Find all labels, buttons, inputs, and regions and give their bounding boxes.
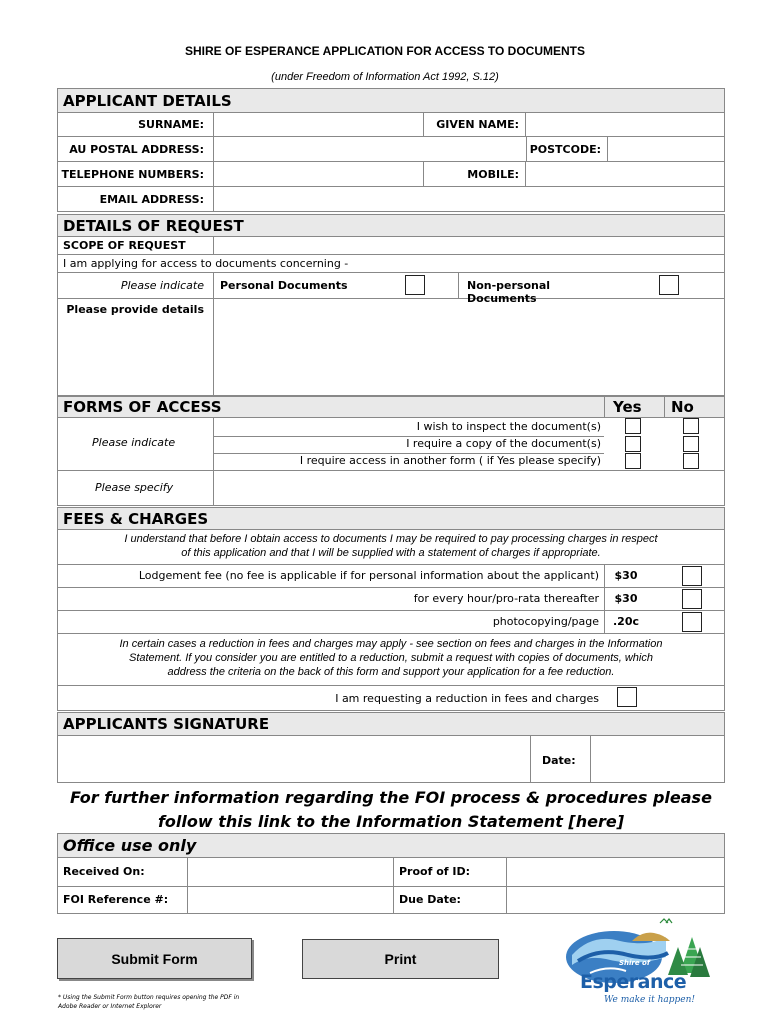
signature-field[interactable]	[58, 736, 530, 782]
date-label-cell	[530, 736, 590, 782]
reduction-request-checkbox[interactable]	[617, 687, 637, 707]
signature-row	[57, 736, 725, 783]
reduction-line1: In certain cases a reduction in fees and charges may apply - see section on fees and charges in the Information	[119, 638, 663, 650]
copy-option-row	[214, 436, 604, 454]
postal-address-label: AU POSTAL ADDRESS:	[69, 143, 204, 156]
postal-address-row	[57, 137, 725, 162]
other-form-option-row	[214, 453, 604, 470]
photocopy-fee-amount-cell	[604, 611, 647, 633]
postcode-field[interactable]	[607, 137, 724, 161]
office-use-table	[57, 857, 725, 914]
reduction-notice	[57, 634, 725, 686]
telephone-field[interactable]	[213, 162, 423, 186]
photocopy-fee-label: photocopying/page	[492, 615, 599, 628]
please-indicate-label: Please indicate	[120, 279, 204, 292]
personal-documents-checkbox[interactable]	[405, 275, 425, 295]
specify-label: Please specify	[95, 481, 174, 494]
document-title: SHIRE OF ESPERANCE APPLICATION FOR ACCESS TO DOCUMENTS	[184, 44, 586, 58]
document-type-row	[57, 273, 725, 305]
non-personal-documents-label: Non-personal Documents	[467, 279, 551, 305]
surname-row	[57, 113, 725, 137]
details-field[interactable]	[213, 299, 724, 395]
other-yes-checkbox[interactable]	[625, 453, 641, 469]
email-row	[57, 187, 725, 212]
scope-label: SCOPE OF REQUEST	[63, 239, 186, 252]
forms-of-access-heading	[57, 396, 725, 418]
reduction-request-row	[57, 686, 725, 711]
received-on-label: Received On:	[63, 865, 145, 878]
logo-esperance: Esperance	[580, 971, 687, 993]
proof-id-field[interactable]	[506, 858, 724, 886]
date-field[interactable]	[590, 736, 724, 782]
email-field[interactable]	[213, 187, 724, 211]
applying-text: I am applying for access to documents concerning -	[63, 257, 349, 270]
proof-id-label-cell	[393, 858, 506, 886]
details-of-request-heading: DETAILS OF REQUEST	[57, 214, 725, 237]
personal-documents-cell	[213, 273, 381, 298]
photocopy-fee-row	[57, 611, 725, 634]
personal-documents-label: Personal Documents	[220, 279, 348, 292]
info-line2: follow this link to the Information Statement [here]	[157, 812, 625, 831]
footnote-line2: Adobe Reader or Internet Explorer	[58, 1003, 162, 1010]
scope-field[interactable]	[213, 237, 724, 254]
mobile-label-cell	[423, 162, 525, 186]
telephone-row	[57, 162, 725, 187]
postal-address-field[interactable]	[213, 137, 526, 161]
fees-heading: FEES & CHARGES	[57, 507, 725, 530]
hourly-fee-row	[57, 588, 725, 611]
no-label: No	[671, 398, 694, 416]
fees-intro-line1: I understand that before I obtain access to documents I may be required to pay processing charges in respect	[124, 533, 658, 545]
details-row	[57, 299, 725, 396]
office-row-1	[58, 858, 724, 887]
proof-id-label: Proof of ID:	[399, 865, 471, 878]
non-personal-documents-checkbox[interactable]	[659, 275, 679, 295]
hourly-fee-label: for every hour/pro-rata thereafter	[413, 592, 599, 605]
postcode-label-cell	[526, 137, 607, 161]
postcode-label: POSTCODE:	[529, 143, 601, 156]
inspect-option-label: I wish to inspect the document(s)	[416, 420, 601, 433]
hourly-fee-amount: $30	[614, 592, 638, 605]
reduction-request-label: I am requesting a reduction in fees and charges	[335, 692, 599, 705]
inspect-option-row	[214, 418, 604, 437]
scope-row	[57, 237, 725, 255]
inspect-no-checkbox[interactable]	[683, 418, 699, 434]
info-statement-link[interactable]	[57, 786, 725, 834]
inspect-yes-checkbox[interactable]	[625, 418, 641, 434]
fees-intro-line2: of this application and that I will be supplied with a statement of charges if appropriate.	[181, 547, 601, 559]
lodgement-fee-amount: $30	[614, 569, 638, 582]
lodgement-fee-row	[57, 565, 725, 588]
mobile-label: MOBILE:	[467, 168, 519, 181]
office-use-heading: Office use only	[57, 833, 725, 858]
copy-yes-checkbox[interactable]	[625, 436, 641, 452]
reduction-line3: address the criteria on the back of this form and support your application for a fee reduction.	[167, 666, 615, 678]
hourly-fee-checkbox[interactable]	[682, 589, 702, 609]
no-column-header	[664, 397, 724, 417]
yes-label: Yes	[613, 398, 642, 416]
given-name-label-cell	[423, 113, 525, 136]
provide-details-label: Please provide details	[66, 303, 204, 316]
non-personal-documents-cell	[458, 273, 623, 305]
signature-heading: APPLICANTS SIGNATURE	[57, 712, 725, 736]
access-options-cell	[213, 418, 604, 470]
print-button[interactable]: Print	[302, 939, 499, 979]
access-options-row	[57, 418, 725, 471]
foi-reference-label: FOI Reference #:	[63, 893, 169, 906]
specify-row	[57, 471, 725, 506]
given-name-field[interactable]	[525, 113, 724, 136]
logo-shire-of: Shire of	[619, 959, 650, 967]
photocopy-fee-checkbox[interactable]	[682, 612, 702, 632]
due-date-field[interactable]	[506, 886, 724, 913]
telephone-label: TELEPHONE NUMBERS:	[61, 168, 204, 181]
office-row-2	[58, 886, 724, 913]
lodgement-fee-checkbox[interactable]	[682, 566, 702, 586]
copy-no-checkbox[interactable]	[683, 436, 699, 452]
lodgement-fee-amount-cell	[604, 565, 647, 587]
given-name-label: GIVEN NAME:	[436, 118, 519, 131]
foi-reference-field[interactable]	[187, 886, 393, 913]
submit-footnote	[58, 993, 239, 1011]
forms-of-access-title: FORMS OF ACCESS	[63, 398, 222, 416]
surname-field[interactable]	[213, 113, 423, 136]
applicant-details-heading: APPLICANT DETAILS	[57, 88, 725, 113]
info-line1: For further information regarding the FOI process & procedures please	[70, 788, 712, 807]
logo-tagline: We make it happen!	[604, 995, 696, 1005]
fees-intro	[57, 530, 725, 565]
specify-field[interactable]	[213, 471, 724, 505]
applying-row	[57, 255, 725, 273]
photocopy-fee-amount: .20c	[612, 615, 639, 628]
surname-label: SURNAME:	[138, 118, 204, 131]
access-indicate-label: Please indicate	[92, 436, 176, 449]
other-no-checkbox[interactable]	[683, 453, 699, 469]
hourly-fee-amount-cell	[604, 588, 647, 610]
date-label: Date:	[542, 754, 576, 767]
mobile-field[interactable]	[525, 162, 724, 186]
footnote-line1: * Using the Submit Form button requires opening the PDF in	[58, 994, 240, 1001]
received-on-field[interactable]	[187, 858, 393, 886]
shire-of-esperance-logo	[562, 915, 728, 1015]
due-date-label: Due Date:	[399, 893, 461, 906]
email-label: EMAIL ADDRESS:	[99, 193, 204, 206]
copy-option-label: I require a copy of the document(s)	[406, 437, 601, 450]
yes-column-header	[604, 397, 664, 417]
other-form-option-label: I require access in another form ( if Yes please specify)	[299, 454, 601, 467]
document-subtitle: (under Freedom of Information Act 1992, S.12)	[271, 71, 499, 83]
reduction-line2: Statement. If you consider you are entitled to a reduction, submit a request with copies of documents, which	[128, 652, 653, 664]
due-date-label-cell	[393, 886, 506, 913]
lodgement-fee-label: Lodgement fee (no fee is applicable if for personal information about the applicant)	[138, 569, 599, 582]
submit-form-button[interactable]: Submit Form	[57, 938, 252, 979]
